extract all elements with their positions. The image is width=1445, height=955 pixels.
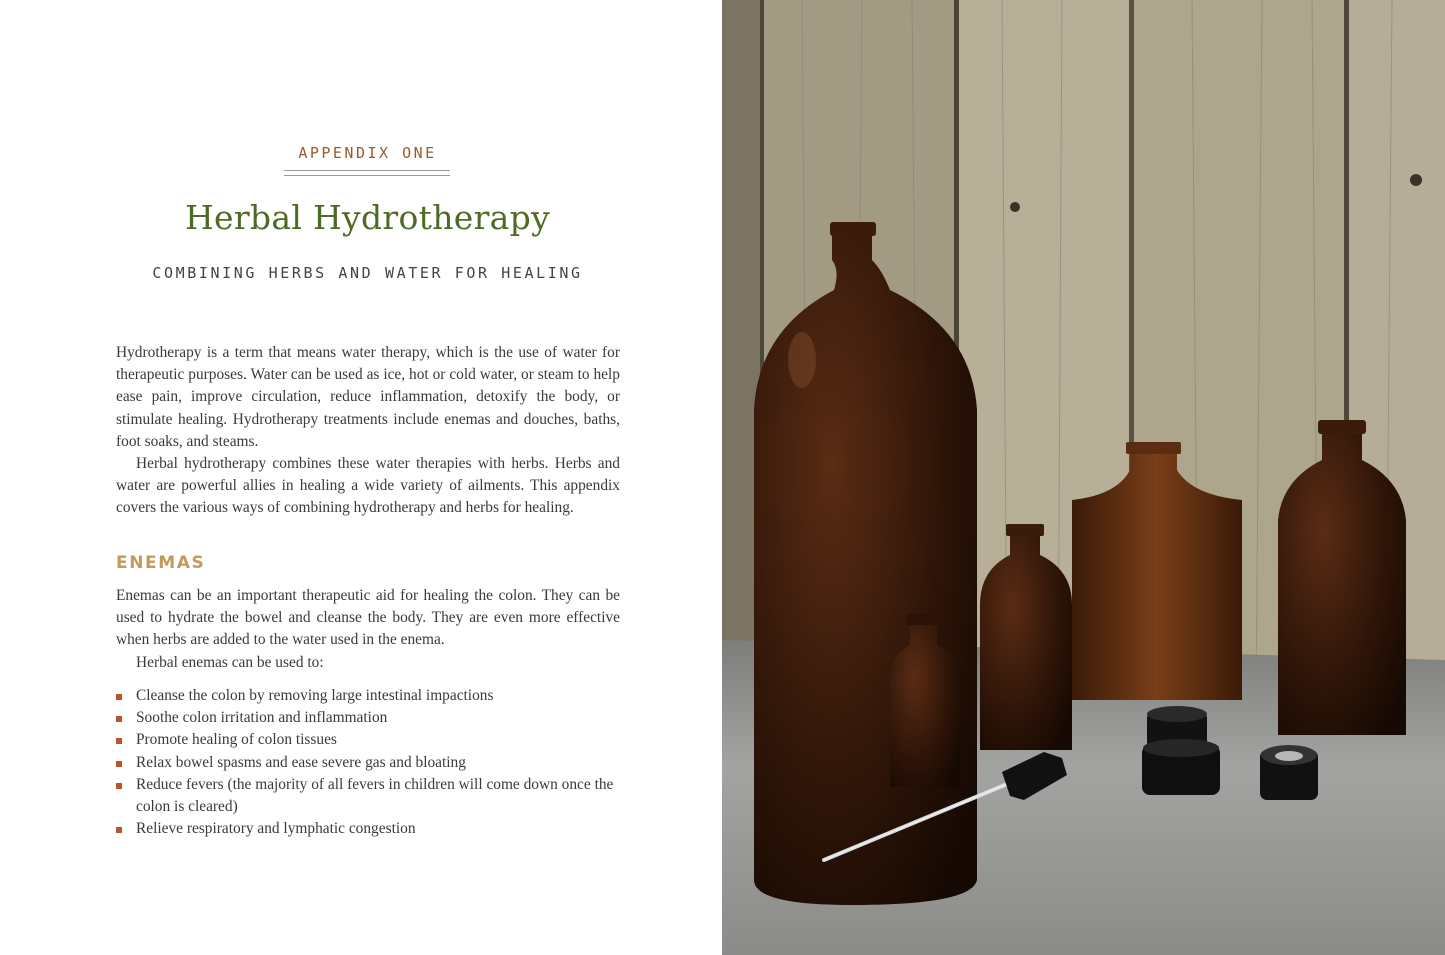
enemas-bullet-list <box>116 685 620 840</box>
amber-glass-bottles-photo <box>722 0 1445 955</box>
list-item: Relieve respiratory and lymphatic congestion <box>116 818 620 840</box>
section-heading-enemas: ENEMAS <box>116 553 206 573</box>
intro-text <box>116 342 620 520</box>
list-item: Cleanse the colon by removing large intestinal impactions <box>116 685 620 707</box>
intro-paragraph-2: Herbal hydrotherapy combines these water therapies with herbs. Herbs and water are powerful allies in healing a wide variety of ailments. This appendix covers the various ways of combining hydrotherapy and herbs for healing. <box>116 455 620 517</box>
list-item: Promote healing of colon tissues <box>116 729 620 751</box>
list-item: Relax bowel spasms and ease severe gas and bloating <box>116 752 620 774</box>
list-item: Reduce fevers (the majority of all fevers in children will come down once the colon is cleared) <box>116 774 620 818</box>
enemas-text <box>116 585 620 674</box>
intro-paragraph-1: Hydrotherapy is a term that means water therapy, which is the use of water for therapeutic purposes. Water can be used as ice, hot or cold water, or steam to help ease pain, improve circulation, reduce inflammation, detoxify the body, or stimulate healing. Hydrotherapy treatments include enemas and douches, baths, foot soaks, and steams. <box>116 344 620 450</box>
appendix-label: APPENDIX ONE <box>298 144 437 162</box>
chapter-subtitle: COMBINING HERBS AND WATER FOR HEALING <box>152 264 583 282</box>
left-page <box>0 0 722 955</box>
right-page-photo <box>722 0 1445 955</box>
enemas-paragraph-2: Herbal enemas can be used to: <box>136 653 324 671</box>
appendix-rule-divider <box>284 170 450 176</box>
list-item: Soothe colon irritation and inflammation <box>116 707 620 729</box>
enemas-paragraph-1: Enemas can be an important therapeutic aid for healing the colon. They can be used to hydrate the bowel and cleanse the body. They are even more effective when herbs are added to the water used in the enema. <box>116 587 620 649</box>
chapter-title: Herbal Hydrotherapy <box>184 198 551 237</box>
